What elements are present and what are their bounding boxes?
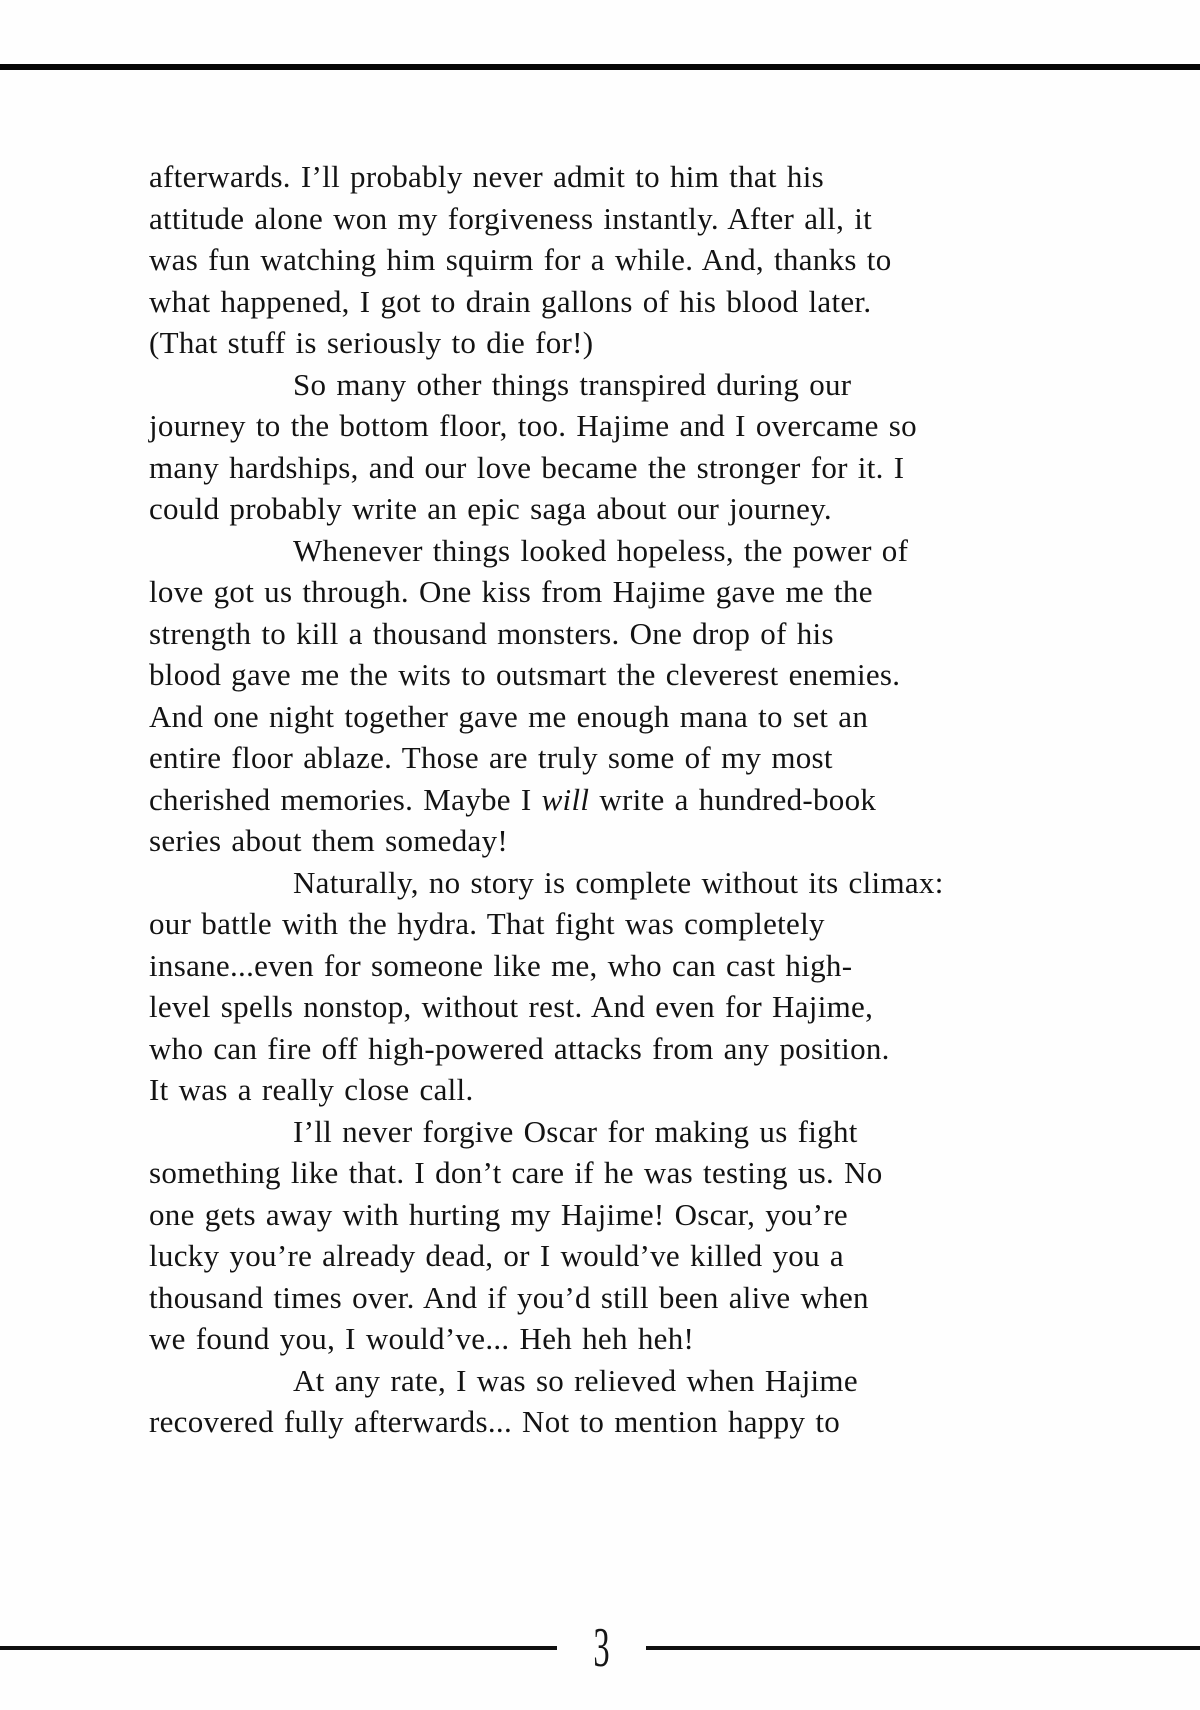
text-line	[149, 364, 1049, 406]
text-line	[149, 737, 1049, 779]
text-segment-italic: will	[541, 781, 590, 817]
text-segment: Naturally, no story is complete without its climax:	[293, 864, 944, 900]
text-line	[149, 696, 1049, 738]
text-segment: journey to the bottom floor, too. Hajime and I overcame so	[149, 408, 917, 443]
text-segment: And one night together gave me enough mana to set an	[149, 698, 869, 734]
text-line	[149, 903, 1049, 945]
text-line	[149, 281, 1049, 323]
text-line	[149, 1318, 1049, 1360]
text-segment: our battle with the hydra. That fight was completely	[149, 906, 825, 941]
text-line	[149, 1028, 1049, 1070]
text-line	[149, 1401, 1049, 1443]
text-line	[149, 1194, 1049, 1236]
body-text	[149, 156, 1049, 1443]
text-line	[149, 322, 1049, 364]
text-segment: write a hundred-book	[589, 781, 877, 817]
text-line	[149, 1069, 1049, 1111]
text-segment: It was a really close call.	[149, 1072, 474, 1107]
text-segment: insane...even for someone like me, who can cast high-	[149, 947, 853, 983]
text-segment: lucky you’re already dead, or I would’ve killed you a	[149, 1238, 844, 1273]
text-line	[149, 613, 1049, 655]
text-segment: something like that. I don’t care if he was testing us. No	[149, 1155, 883, 1190]
text-segment: we found you, I would’ve... Heh heh heh!	[149, 1321, 695, 1356]
text-line	[149, 1360, 1049, 1402]
text-segment: cherished memories. Maybe I	[149, 781, 542, 817]
text-line	[149, 986, 1049, 1028]
top-rule	[0, 64, 1200, 70]
text-segment: strength to kill a thousand monsters. One drop of his	[149, 615, 834, 651]
text-segment: series about them someday!	[149, 823, 509, 858]
text-segment: who can fire off high-powered attacks from any position.	[149, 1030, 890, 1066]
text-line	[149, 779, 1049, 821]
text-line	[149, 405, 1049, 447]
text-segment: afterwards. I’ll probably never admit to him that his	[149, 159, 824, 194]
text-segment: blood gave me the wits to outsmart the cleverest enemies.	[149, 657, 901, 692]
text-line	[149, 862, 1049, 904]
text-segment: At any rate, I was so relieved when Hajime	[293, 1362, 858, 1398]
text-segment: entire floor ablaze. Those are truly some of my most	[149, 740, 833, 775]
text-line	[149, 447, 1049, 489]
text-line	[149, 945, 1049, 987]
text-line	[149, 1277, 1049, 1319]
text-segment: recovered fully afterwards... Not to mention happy to	[149, 1404, 841, 1439]
text-segment: I’ll never forgive Oscar for making us fight	[293, 1113, 858, 1149]
text-segment: was fun watching him squirm for a while. And, thanks to	[149, 242, 892, 277]
text-line	[149, 571, 1049, 613]
text-line	[149, 239, 1049, 281]
text-segment: many hardships, and our love became the stronger for it. I	[149, 449, 905, 485]
text-segment: Whenever things looked hopeless, the power of	[293, 532, 909, 568]
text-line	[149, 1111, 1049, 1153]
text-segment: attitude alone won my forgiveness instantly. After all, it	[149, 200, 873, 236]
text-segment: love got us through. One kiss from Hajime gave me the	[149, 574, 873, 609]
footer-rule-left	[0, 1646, 557, 1650]
text-segment: level spells nonstop, without rest. And even for Hajime,	[149, 989, 874, 1024]
text-line	[149, 1152, 1049, 1194]
text-line	[149, 654, 1049, 696]
text-line	[149, 198, 1049, 240]
text-segment: (That stuff is seriously to die for!)	[149, 325, 594, 360]
text-line	[149, 530, 1049, 572]
text-segment: what happened, I got to drain gallons of his blood later.	[149, 283, 872, 319]
text-line	[149, 1235, 1049, 1277]
footer-rule-right	[646, 1646, 1200, 1650]
text-segment: So many other things transpired during our	[293, 366, 852, 402]
text-segment: could probably write an epic saga about our journey.	[149, 491, 832, 526]
text-segment: thousand times over. And if you’d still been alive when	[149, 1279, 869, 1315]
page-number: 3	[593, 1617, 610, 1679]
text-segment: one gets away with hurting my Hajime! Oscar, you’re	[149, 1196, 848, 1232]
page-footer	[0, 1617, 1200, 1679]
text-line	[149, 156, 1049, 198]
text-line	[149, 820, 1049, 862]
text-line	[149, 488, 1049, 530]
